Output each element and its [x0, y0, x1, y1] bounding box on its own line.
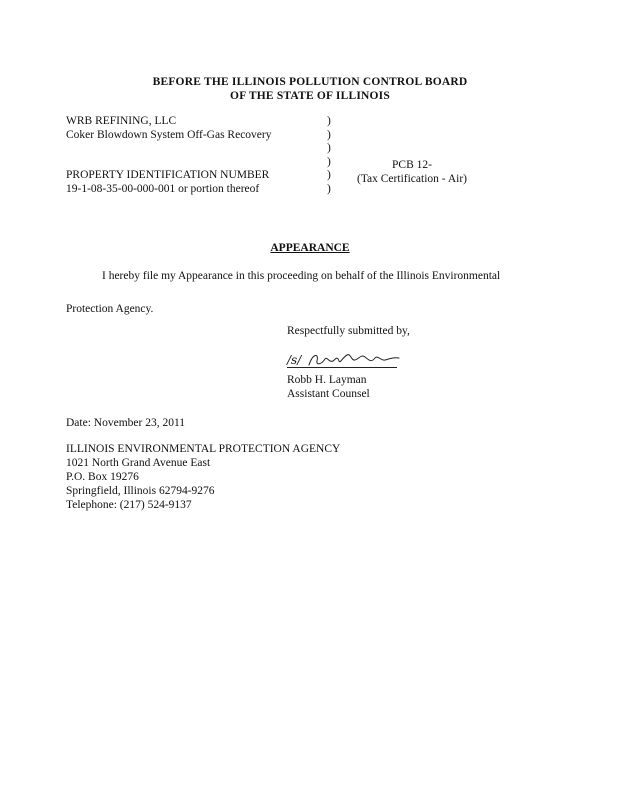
docket-block [352, 158, 472, 186]
caption-paren: ) [327, 128, 331, 141]
filing-date: Date: November 23, 2011 [66, 417, 186, 429]
property-id-label: PROPERTY IDENTIFICATION NUMBER [66, 169, 270, 181]
signature-line [287, 353, 397, 368]
agency-address-block [66, 442, 340, 512]
caption-paren: ) [327, 155, 331, 168]
project-description: Coker Blowdown System Off-Gas Recovery [66, 128, 272, 141]
agency-name: ILLINOIS ENVIRONMENTAL PROTECTION AGENCY [66, 443, 341, 455]
caption-paren: ) [327, 115, 331, 127]
agency-street: 1021 North Grand Avenue East [66, 457, 211, 469]
signer-block [287, 373, 370, 401]
paragraph-line-1: I hereby file my Appearance in this proceeding on behalf of the Illinois Environmental [102, 270, 501, 282]
caption-parentheses [327, 115, 331, 196]
board-heading-line1: BEFORE THE ILLINOIS POLLUTION CONTROL BOARD [152, 76, 468, 88]
case-caption-left [66, 115, 271, 196]
appearance-paragraph [66, 270, 546, 316]
caption-paren: ) [327, 169, 331, 181]
signer-title: Assistant Counsel [287, 388, 370, 400]
handwritten-signature [307, 351, 402, 369]
agency-phone: Telephone: (217) 524-9137 [66, 499, 192, 511]
property-id-number: 19-1-08-35-00-000-001 or portion thereof [66, 182, 260, 195]
paragraph-line-2: Protection Agency. [66, 303, 154, 315]
caption-paren: ) [327, 142, 331, 154]
signature-slash-prefix: /s/ [287, 353, 302, 367]
docket-number: PCB 12- [392, 159, 432, 171]
closing: Respectfully submitted by, [287, 325, 410, 337]
caption-paren: ) [327, 182, 331, 195]
caption-blank-2 [66, 156, 271, 170]
board-heading-line2: OF THE STATE OF ILLINOIS [230, 90, 390, 102]
petitioner-name: WRB REFINING, LLC [66, 115, 177, 127]
agency-city: Springfield, Illinois 62794-9276 [66, 485, 215, 497]
signer-name: Robb H. Layman [287, 374, 367, 386]
agency-po-box: P.O. Box 19276 [66, 471, 139, 483]
caption-blank-1 [66, 142, 271, 156]
docket-type: (Tax Certification - Air) [356, 173, 467, 185]
document-title: APPEARANCE [270, 242, 350, 254]
